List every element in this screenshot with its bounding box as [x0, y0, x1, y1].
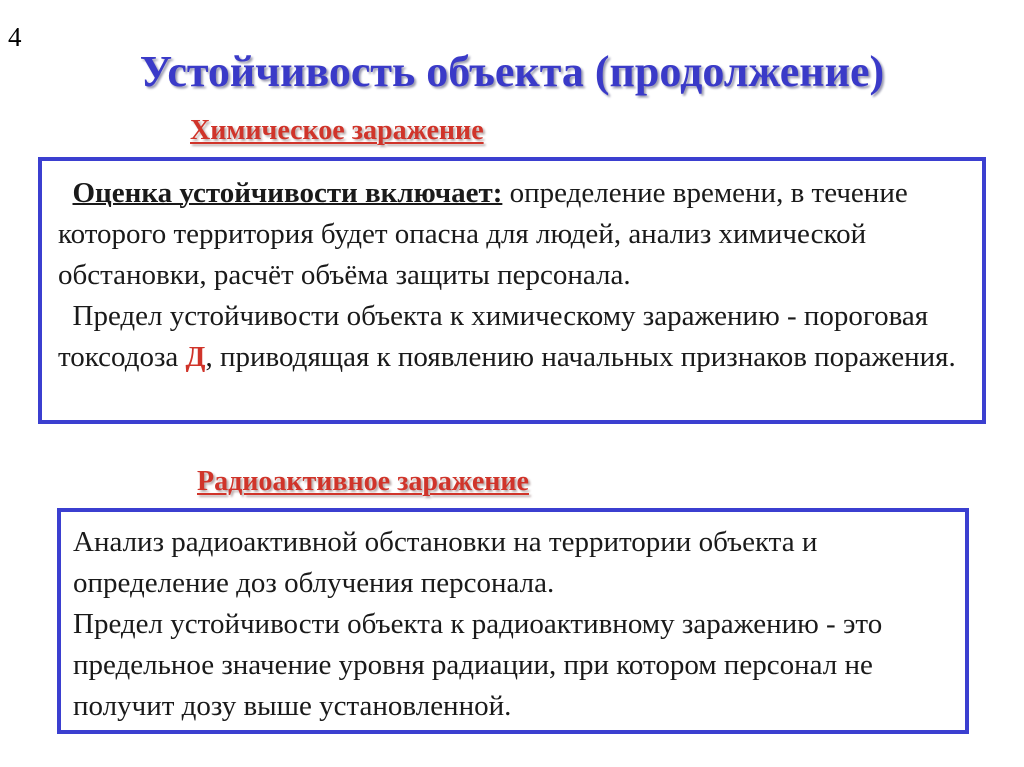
assessment-description: определение времени, в течение которого территория будет опасна для людей, анализ химической обстановки, расчёт объёма защиты персонала. [58, 177, 908, 291]
radioactive-assessment-box [57, 508, 969, 734]
chemical-contamination-heading: Химическое заражение [190, 115, 484, 146]
slide-number: 4 [8, 22, 22, 52]
chemical-limit-paragraph [58, 296, 966, 378]
radioactive-contamination-heading: Радиоактивное заражение [197, 466, 529, 497]
chemical-limit-text-end: , приводящая к появлению начальных признаков поражения. [205, 341, 956, 373]
radioactive-limit-paragraph: Предел устойчивости объекта к радиоактивному заражению - это предельное значение уровня радиации, при котором персонал не получит дозу выше установленной. [73, 608, 883, 722]
chemical-assessment-box [38, 157, 986, 424]
assessment-lead-label: Оценка устойчивости включает: [72, 177, 503, 209]
toxodose-symbol: Д [185, 341, 206, 373]
radioactive-analysis-paragraph: Анализ радиоактивной обстановки на территории объекта и определение доз облучения персонала. [73, 526, 818, 599]
slide-title: Устойчивость объекта (продолжение) [139, 47, 885, 96]
chemical-assessment-paragraph [58, 173, 966, 296]
chemical-limit-text-start: Предел устойчивости объекта к химическому заражению - пороговая токсодоза [58, 300, 929, 373]
